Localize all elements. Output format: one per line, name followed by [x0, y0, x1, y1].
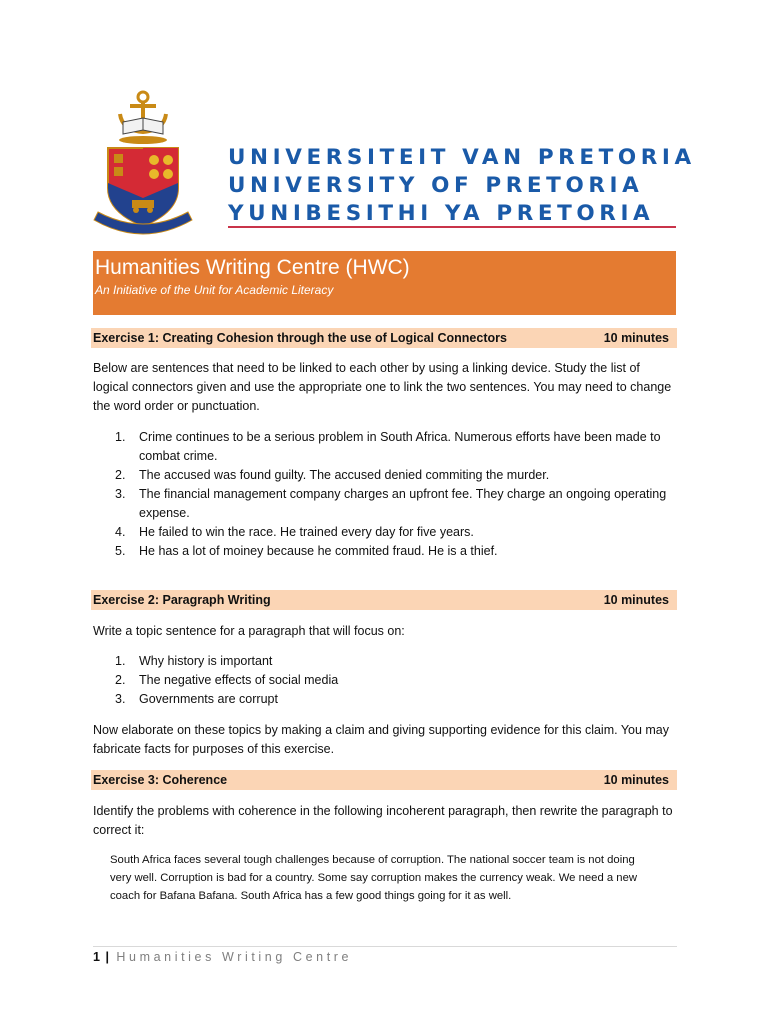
footer-divider [93, 946, 677, 947]
list-text: He failed to win the race. He trained every day for five years. [139, 525, 474, 539]
list-item [93, 690, 677, 709]
exercise-1-time: 10 minutes [603, 331, 669, 345]
banner-subtitle: An Initiative of the Unit for Academic Literacy [95, 283, 334, 297]
list-number: 1. [115, 430, 126, 444]
list-item [93, 671, 677, 690]
list-item [93, 466, 677, 485]
incoherent-paragraph: South Africa faces several tough challenges because of corruption. The national soccer team is not doing very well. Corruption is bad for a country. Some say corruption makes the currency weak. We need a new coach for Bafana Bafana. South Africa has a few good things going for it as well. [110, 854, 638, 902]
university-name-afrikaans: UNIVERSITEIT VAN PRETORIA [228, 145, 696, 170]
university-crest-logo [92, 88, 194, 240]
exercise-1-intro: Below are sentences that need to be linked to each other by using a linking device. Study the list of logical connectors given and use the appropriate one to link the two sentences. You may need to change the word order or punctuation. [93, 361, 672, 413]
exercise-2-time: 10 minutes [603, 593, 669, 607]
list-number: 1. [115, 654, 126, 668]
list-number: 2. [115, 673, 126, 687]
page-footer [93, 948, 352, 966]
exercise-2-list [93, 652, 677, 709]
list-text: Why history is important [139, 654, 273, 668]
exercise-2-elaborate: Now elaborate on these topics by making a claim and giving supporting evidence for this claim. You may fabricate facts for purposes of this exercise. [93, 723, 670, 756]
university-name-sepedi: YUNIBESITHI YA PRETORIA [228, 201, 655, 226]
exercise-2-heading [91, 590, 677, 610]
university-name-english: UNIVERSITY OF PRETORIA [228, 173, 644, 198]
exercise-3-intro: Identify the problems with coherence in the following incoherent paragraph, then rewrite the paragraph to correct it: [93, 804, 673, 837]
exercise-3-time: 10 minutes [603, 773, 669, 787]
list-text: The negative effects of social media [139, 673, 339, 687]
list-text: The accused was found guilty. The accused denied commiting the murder. [139, 468, 550, 482]
list-item [93, 485, 677, 523]
university-names [228, 144, 696, 228]
exercise-1-title: Exercise 1: Creating Cohesion through the use of Logical Connectors [93, 331, 507, 345]
footer-separator: | [105, 950, 109, 964]
list-number: 5. [115, 544, 126, 558]
list-text: Crime continues to be a serious problem in South Africa. Numerous efforts have been made to combat crime. [139, 430, 661, 463]
list-number: 3. [115, 692, 126, 706]
exercise-3-title: Exercise 3: Coherence [93, 773, 228, 787]
list-number: 3. [115, 487, 126, 501]
list-text: The financial management company charges an upfront fee. They charge an ongoing operating expense. [139, 487, 667, 520]
exercise-2-title: Exercise 2: Paragraph Writing [93, 593, 271, 607]
exercise-1-list [93, 428, 677, 561]
list-item [93, 428, 677, 466]
list-item [93, 523, 677, 542]
header-divider [228, 226, 676, 228]
exercise-1-heading [91, 328, 677, 348]
banner-title: Humanities Writing Centre (HWC) [95, 256, 410, 279]
list-item [93, 652, 677, 671]
exercise-2-intro: Write a topic sentence for a paragraph that will focus on: [93, 624, 405, 638]
list-number: 4. [115, 525, 126, 539]
footer-text: Humanities Writing Centre [116, 950, 353, 964]
list-number: 2. [115, 468, 126, 482]
list-text: He has a lot of moiney because he commited fraud. He is a thief. [139, 544, 498, 558]
list-item [93, 542, 677, 561]
page-number: 1 [93, 950, 100, 964]
hwc-banner [93, 251, 676, 315]
exercise-3-heading [91, 770, 677, 790]
list-text: Governments are corrupt [139, 692, 278, 706]
